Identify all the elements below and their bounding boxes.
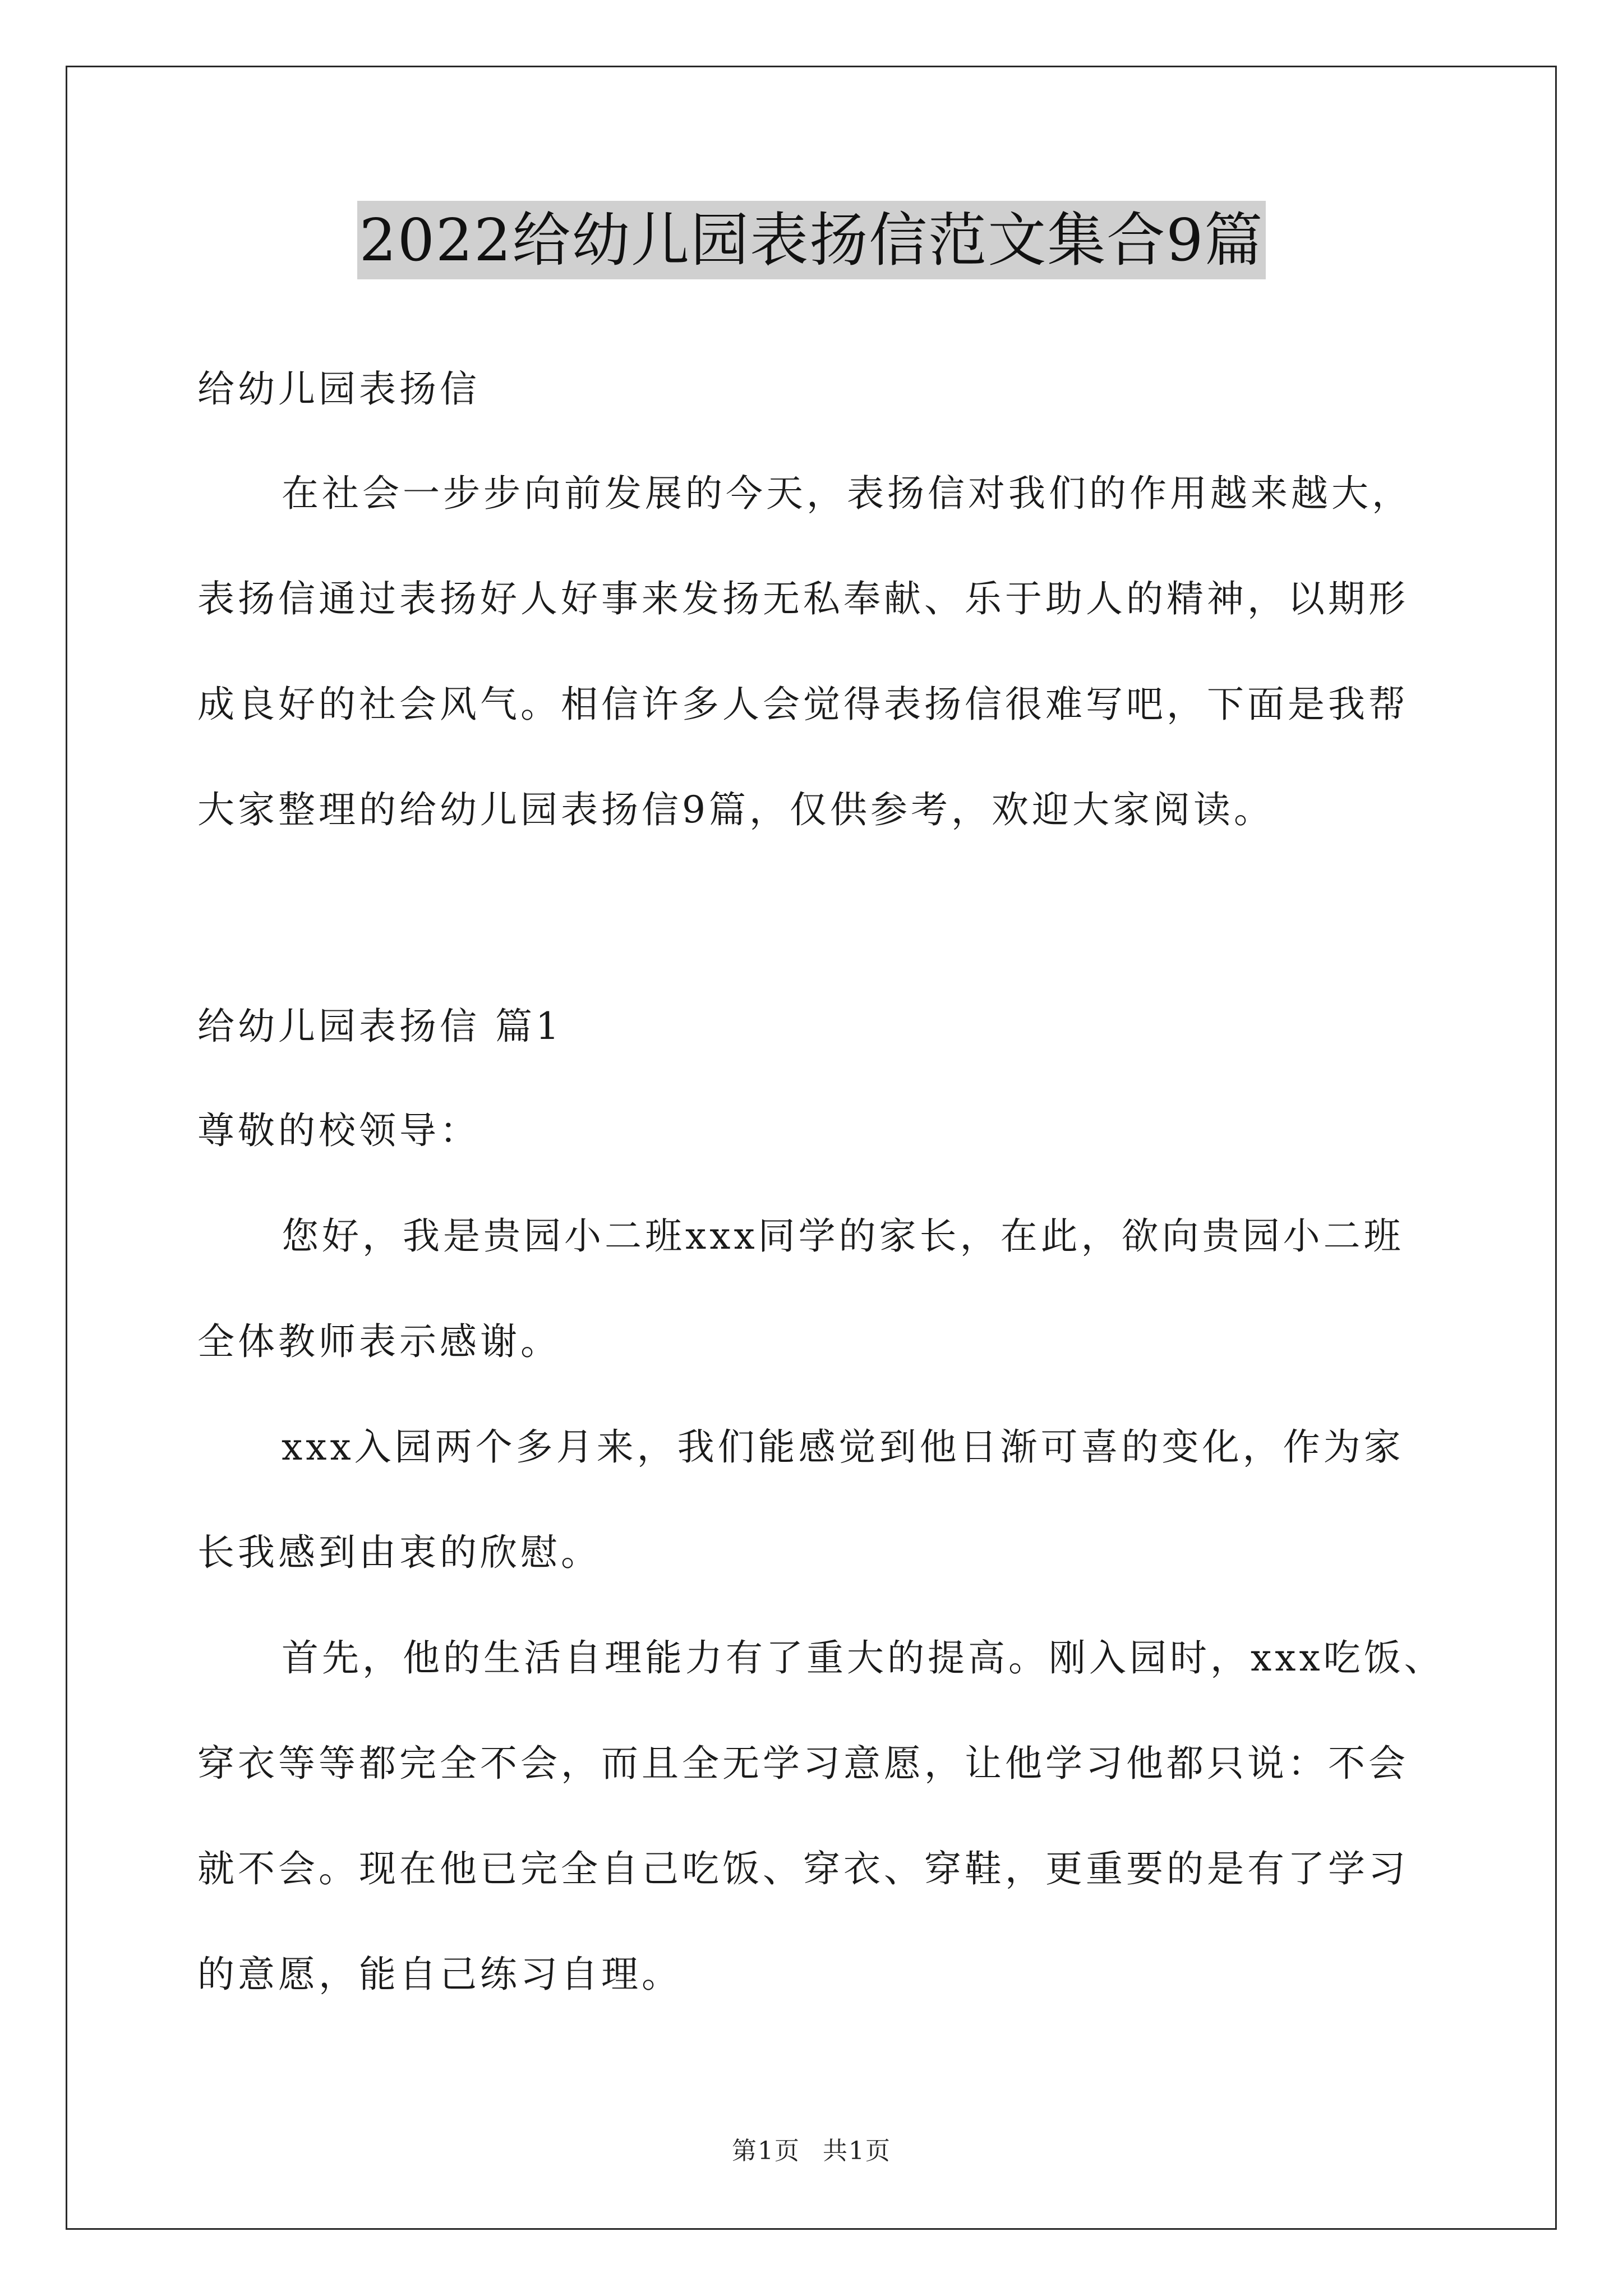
paragraph-line: 表扬信通过表扬好人好事来发扬无私奉献、乐于助人的精神，以期形 — [197, 577, 1409, 620]
page-footer — [0, 2131, 1623, 2166]
paragraph-line: 成良好的社会风气。相信许多人会觉得表扬信很难写吧，下面是我帮 — [197, 683, 1409, 726]
paragraph-line: 的意愿，能自己练习自理。 — [197, 1953, 682, 1996]
paragraph-line: xxx入园两个多月来，我们能感觉到他日渐可喜的变化，作为家 — [282, 1425, 1404, 1469]
page-number: 第1页 — [732, 2137, 800, 2165]
paragraph-line: 您好，我是贵园小二班xxx同学的家长，在此，欲向贵园小二班 — [282, 1214, 1404, 1258]
paragraph-line: 在社会一步步向前发展的今天，表扬信对我们的作用越来越大， — [282, 472, 1412, 515]
document-title: 2022给幼儿园表扬信范文集合9篇 — [357, 201, 1266, 279]
paragraph-line: 首先，他的生活自理能力有了重大的提高。刚入园时，xxx吃饭、 — [282, 1636, 1445, 1680]
paragraph-line: 穿衣等等都完全不会，而且全无学习意愿，让他学习他都只说：不会 — [197, 1742, 1409, 1785]
title-container — [0, 201, 1623, 279]
salutation: 尊敬的校领导： — [197, 1109, 480, 1152]
page-total: 共1页 — [823, 2137, 891, 2165]
section-heading: 给幼儿园表扬信 篇1 — [197, 1005, 562, 1048]
paragraph-line: 全体教师表示感谢。 — [197, 1320, 561, 1363]
paragraph-line: 大家整理的给幼儿园表扬信9篇，仅供参考，欢迎大家阅读。 — [197, 788, 1274, 831]
paragraph-line: 就不会。现在他已完全自己吃饭、穿衣、穿鞋，更重要的是有了学习 — [197, 1847, 1409, 1890]
paragraph-line: 长我感到由衷的欣慰。 — [197, 1531, 601, 1574]
section-heading: 给幼儿园表扬信 — [197, 367, 480, 411]
